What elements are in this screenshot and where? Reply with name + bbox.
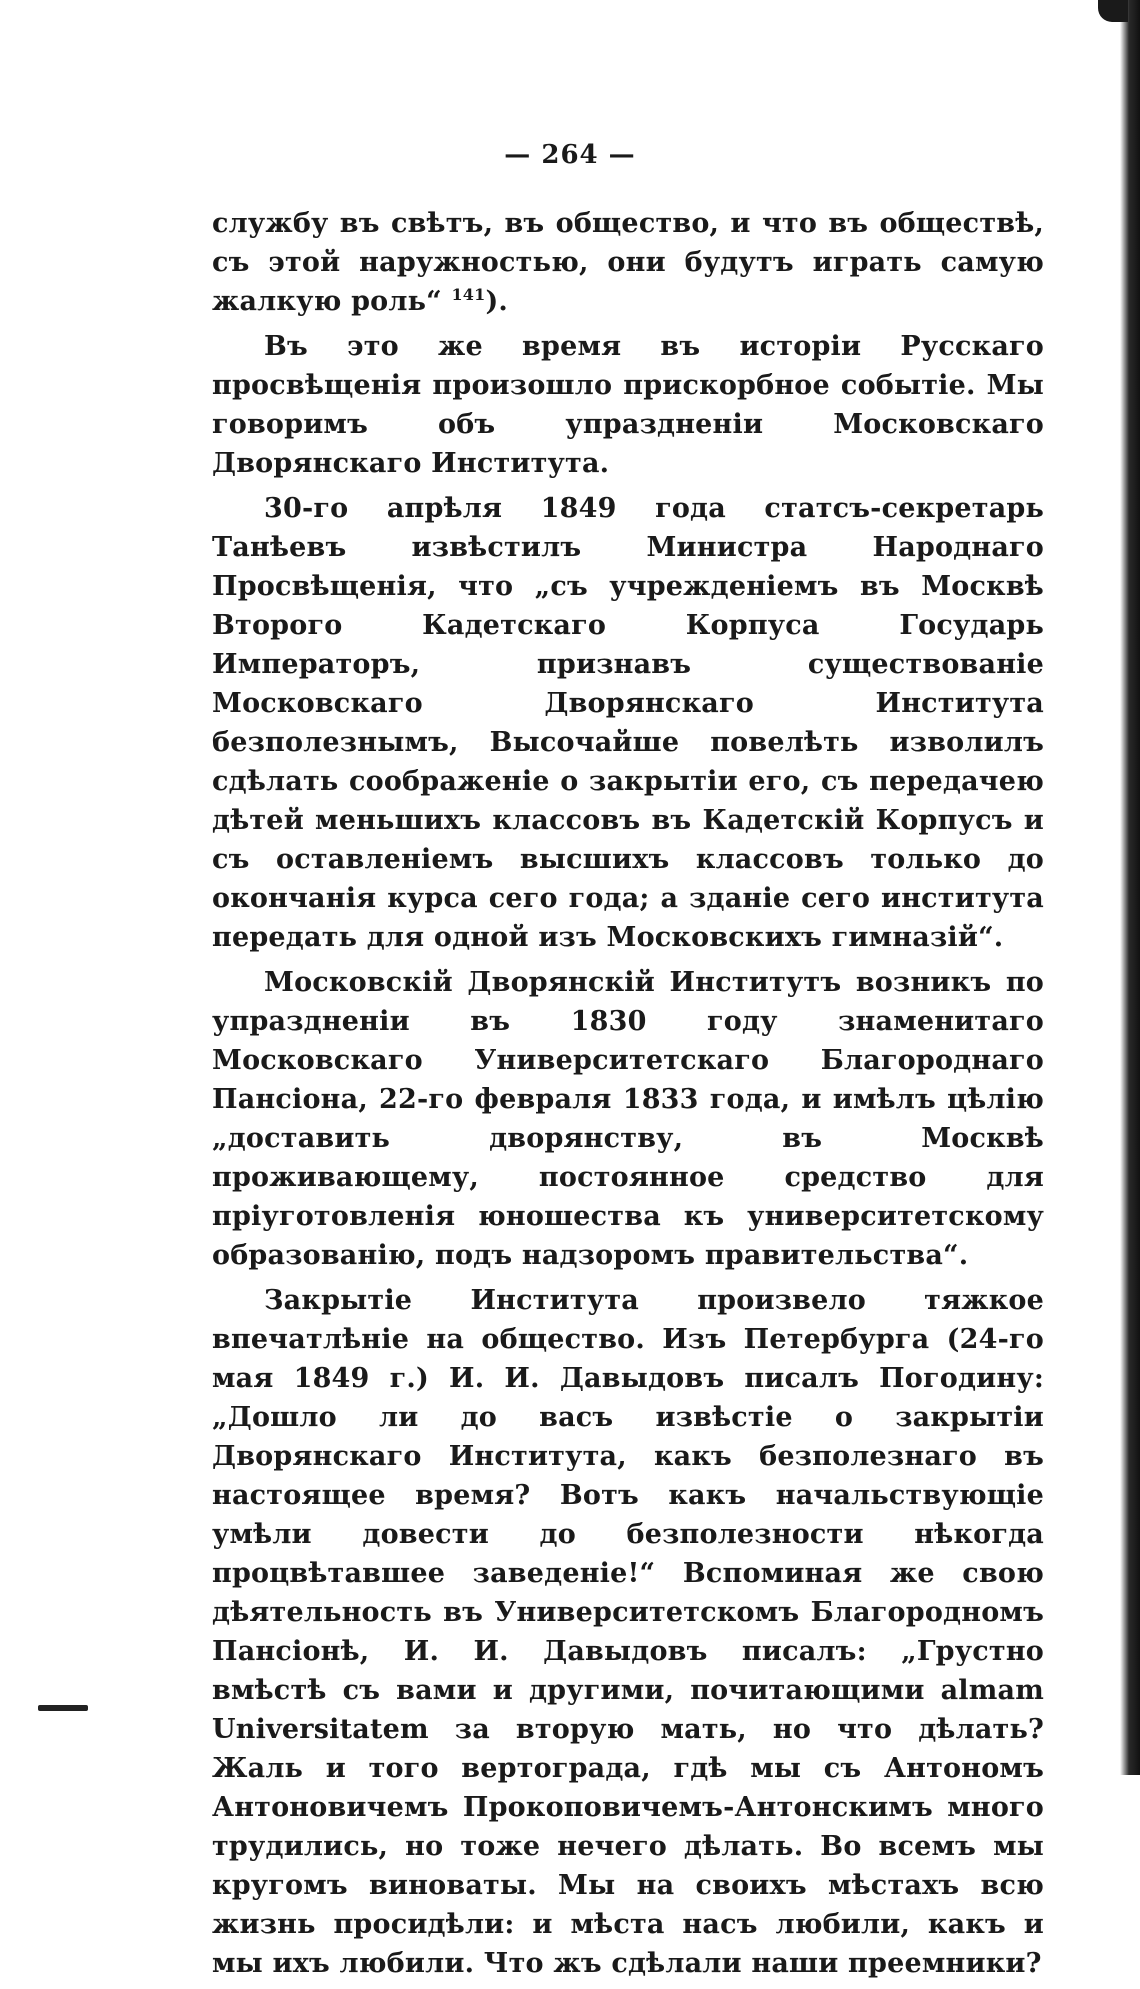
- paragraph-text: службу въ свѣтъ, въ общество, и что въ обществѣ, съ этой наружностью, они будутъ играть самую жалкую роль“: [212, 208, 1044, 317]
- page-number: — 264 —: [504, 140, 636, 170]
- paragraph: Московскій Дворянскій Институтъ возникъ по упраздненіи въ 1830 году знаменитаго Московскаго Университетскаго Благороднаго Пансіона, 22-го февраля 1833 года, и имѣлъ цѣлію „доставить дворянству, въ Москвѣ проживающему, постоянное средство для пріуготовленія юношества къ университетскому образованію, подъ надзоромъ правительства“.: [212, 967, 1044, 1271]
- scan-mark: [38, 1705, 88, 1711]
- paragraph-tail: ).: [485, 286, 509, 317]
- paragraph: Закрытіе Института произвело тяжкое впечатлѣніе на общество. Изъ Петербурга (24-го мая 1849 г.) И. И. Давыдовъ писалъ Погодину: „Дошло ли до васъ извѣстіе о закрытіи Дворянскаго Института, какъ безполезнаго въ настоящее время? Вотъ какъ начальствующіе умѣли довести до безполезности нѣкогда процвѣтавшее заведеніе!“ Вспоминая же свою дѣятельность въ Университетскомъ Благородномъ Пансіонѣ, И. И. Давыдовъ писалъ: „Грустно вмѣстѣ съ вами и другими, почитающими almam Universitatem за вторую мать, но что дѣлать? Жаль и того вертограда, гдѣ мы съ Антономъ Антоновичемъ Прокоповичемъ-Антонскимъ много трудились, но тоже нечего дѣлать. Во всемъ мы кругомъ виноваты. Мы на своихъ мѣстахъ всю жизнь просидѣли: и мѣста насъ любили, какъ и мы ихъ любили. Что жъ сдѣлали наши преемники?: [212, 1285, 1044, 1979]
- page-edge-corner: [1098, 0, 1128, 22]
- paragraph-continuation: [212, 204, 1044, 321]
- paragraph: Въ это же время въ исторіи Русскаго просвѣщенія произошло прискорбное событіе. Мы говоримъ объ упраздненіи Московскаго Дворянскаго Института.: [212, 331, 1044, 479]
- footnote-ref[interactable]: 141: [451, 285, 486, 304]
- paragraph: 30-го апрѣля 1849 года статсъ-секретарь Танѣевъ извѣстилъ Министра Народнаго Просвѣщенія, что „съ учрежденіемъ въ Москвѣ Второго Кадетскаго Корпуса Государь Императоръ, признавъ существованіе Московскаго Дворянскаго Института безполезнымъ, Высочайше повелѣть изволилъ сдѣлать соображеніе о закрытіи его, съ передачею дѣтей меньшихъ классовъ въ Кадетскій Корпусъ и съ оставленіемъ высшихъ классовъ только до окончанія курса сего года; а зданіе сего института передать для одной изъ Московскихъ гимназій“.: [212, 493, 1044, 953]
- body-text: [212, 204, 1044, 1989]
- page-edge-shadow: [1120, 0, 1140, 1775]
